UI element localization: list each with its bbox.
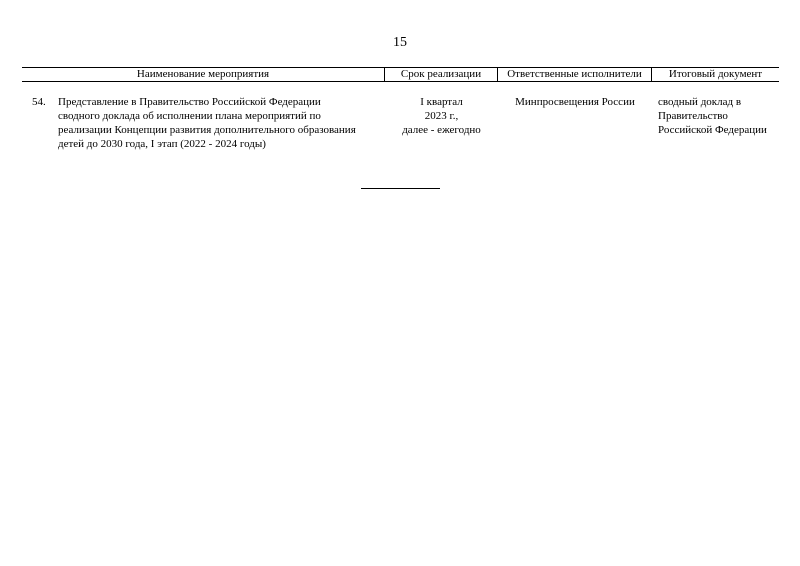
header-responsible: Ответственные исполнители [498, 68, 652, 81]
term-line: 2023 г., [424, 110, 459, 122]
row-responsible: Минпросвещения России [515, 96, 635, 108]
header-name: Наименование мероприятия [22, 68, 385, 81]
measure-name-line: сводного доклада об исполнении плана мероприятий по [58, 110, 321, 122]
term-line: далее - ежегодно [402, 124, 481, 136]
table-row [22, 95, 779, 151]
measure-name-line: Представление в Правительство Российской Федерации [58, 96, 321, 108]
row-document [652, 95, 779, 151]
header-document: Итоговый документ [668, 68, 763, 80]
row-term [385, 95, 498, 151]
measure-name-line: детей до 2030 года, I этап (2022 - 2024 годы) [58, 138, 266, 150]
document-line: Российской Федерации [658, 124, 767, 136]
measures-table [22, 67, 779, 151]
measure-name-line: реализации Концепции развития дополнительного образования [58, 124, 356, 136]
table-header [22, 67, 779, 82]
header-term: Срок реализации [385, 68, 498, 81]
document-line: Правительство [658, 110, 728, 122]
closing-rule [361, 188, 440, 189]
row-number: 54. [32, 96, 46, 108]
document-line: сводный доклад в [658, 96, 742, 108]
page-number: 15 [393, 35, 407, 50]
row-measure-name [58, 95, 385, 151]
term-line: I квартал [420, 96, 463, 108]
